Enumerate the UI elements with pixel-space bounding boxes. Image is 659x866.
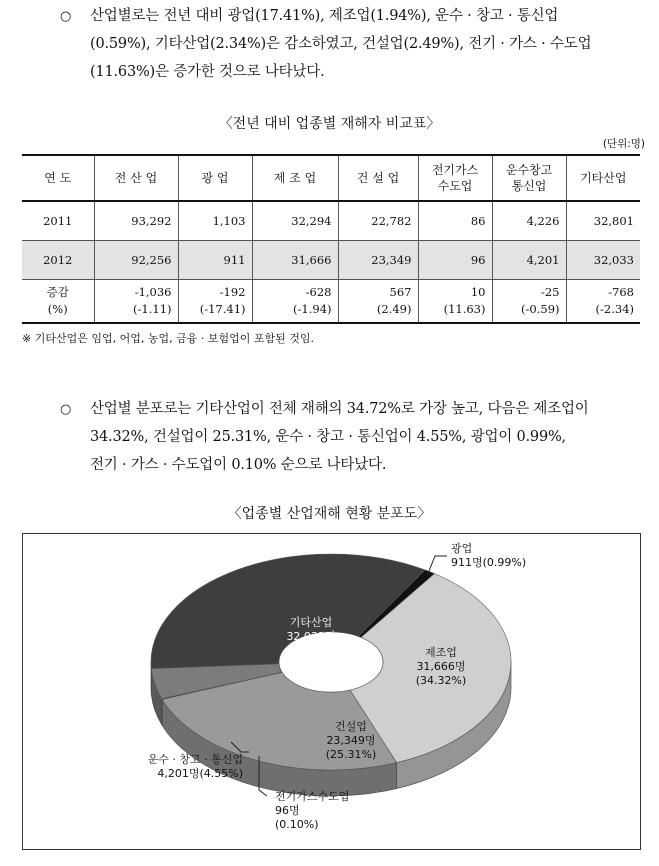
- table-row: [22, 201, 640, 241]
- bullet-icon: ○: [60, 402, 72, 417]
- change-percent: (-17.41): [199, 302, 246, 316]
- label-manufacturing: 제조업 31,666명 (34.32%): [415, 646, 467, 687]
- header-transport: 운수창고 통신업: [492, 155, 566, 201]
- change-value: -25: [540, 285, 560, 299]
- table-cell: [566, 280, 640, 324]
- paragraph-line: 산업별 분포로는 기타산업이 전체 재해의 34.72%로 가장 높고, 다음은 제조업이: [90, 401, 589, 417]
- bullet-icon: ○: [60, 9, 72, 24]
- paragraph-line: 34.32%, 건설업이 25.31%, 운수 · 창고 · 통신업이 4.55%, 광업이 0.99%,: [90, 429, 566, 445]
- change-value: -628: [305, 285, 332, 299]
- table-cell: [492, 280, 566, 324]
- table-cell: 22,782: [338, 201, 418, 241]
- table-header-row: [22, 155, 640, 201]
- table-cell: [94, 280, 178, 324]
- change-value: -768: [608, 285, 634, 299]
- table-row: [22, 241, 640, 280]
- table-cell: 86: [418, 201, 492, 241]
- table-cell: 32,294: [252, 201, 338, 241]
- change-value: -1,036: [134, 285, 172, 299]
- change-value: 567: [389, 285, 412, 299]
- change-percent: (-1.11): [133, 302, 172, 316]
- paragraph-line: 전기 · 가스 · 수도업이 0.10% 순으로 나타났다.: [90, 457, 387, 473]
- unit-label: (단위:명): [602, 138, 645, 150]
- table-cell: 31,666: [252, 241, 338, 280]
- change-label-top: 증감: [46, 285, 69, 299]
- change-value: 10: [470, 285, 486, 299]
- label-transport: 운수 · 창고 · 통신업 4,201명(4.55%): [147, 753, 243, 780]
- change-label-bottom: (%): [47, 302, 68, 316]
- change-percent: (2.49): [376, 302, 412, 316]
- table-cell: 4,226: [492, 201, 566, 241]
- header-all: 전 산 업: [94, 155, 178, 201]
- header-other: 기타산업: [566, 155, 640, 201]
- paragraph-line: 산업별로는 전년 대비 광업(17.41%), 제조업(1.94%), 운수 · 창고 · 통신업: [90, 8, 559, 24]
- header-year: 연 도: [22, 155, 94, 201]
- header-mining: 광 업: [178, 155, 252, 201]
- table-cell: 2011: [22, 201, 94, 241]
- paragraph-line: (11.63%)은 증가한 것으로 나타났다.: [90, 64, 325, 80]
- table-cell: 2012: [22, 241, 94, 280]
- table-row-change: [22, 280, 640, 324]
- table-cell: [178, 280, 252, 324]
- change-percent: (11.63): [443, 302, 486, 316]
- table-footnote: ※ 기타산업은 임업, 어업, 농업, 금융 · 보험업이 포함된 것임.: [22, 332, 314, 345]
- paragraph-1: [60, 2, 640, 86]
- change-percent: (-0.59): [521, 302, 560, 316]
- table-cell: [418, 280, 492, 324]
- label-other: 기타산업 32,033명 (34.72%): [285, 616, 337, 657]
- label-construction: 건설업 23,349명 (25.31%): [325, 720, 377, 761]
- change-percent: (-2.34): [595, 302, 634, 316]
- header-utilities: 전기가스 수도업: [418, 155, 492, 201]
- table-cell: 911: [178, 241, 252, 280]
- change-value: -192: [219, 285, 246, 299]
- header-construction: 건 설 업: [338, 155, 418, 201]
- change-percent: (-1.94): [293, 302, 332, 316]
- table-caption: 〈전년 대비 업종별 재해자 비교표〉: [218, 116, 441, 132]
- chart-frame: [22, 533, 641, 850]
- change-label: [22, 280, 94, 324]
- table-cell: 4,201: [492, 241, 566, 280]
- header-manufacturing: 제 조 업: [252, 155, 338, 201]
- table-cell: [338, 280, 418, 324]
- paragraph-2: [60, 395, 640, 479]
- paragraph-line: (0.59%), 기타산업(2.34%)은 감소하였고, 건설업(2.49%), 전기 · 가스 · 수도업: [90, 36, 592, 52]
- table-cell: 32,033: [566, 241, 640, 280]
- chart-caption: 〈업종별 산업재해 현황 분포도〉: [227, 506, 432, 522]
- label-utilities: 전기가스수도업 96명 (0.10%): [275, 790, 350, 831]
- table-cell: 96: [418, 241, 492, 280]
- table-cell: 23,349: [338, 241, 418, 280]
- table-cell: [252, 280, 338, 324]
- table-cell: 32,801: [566, 201, 640, 241]
- table-cell: 92,256: [94, 241, 178, 280]
- table-cell: 1,103: [178, 201, 252, 241]
- label-mining: 광업 911명(0.99%): [451, 542, 527, 569]
- comparison-table: [22, 154, 640, 324]
- table-cell: 93,292: [94, 201, 178, 241]
- donut-chart: [23, 534, 640, 849]
